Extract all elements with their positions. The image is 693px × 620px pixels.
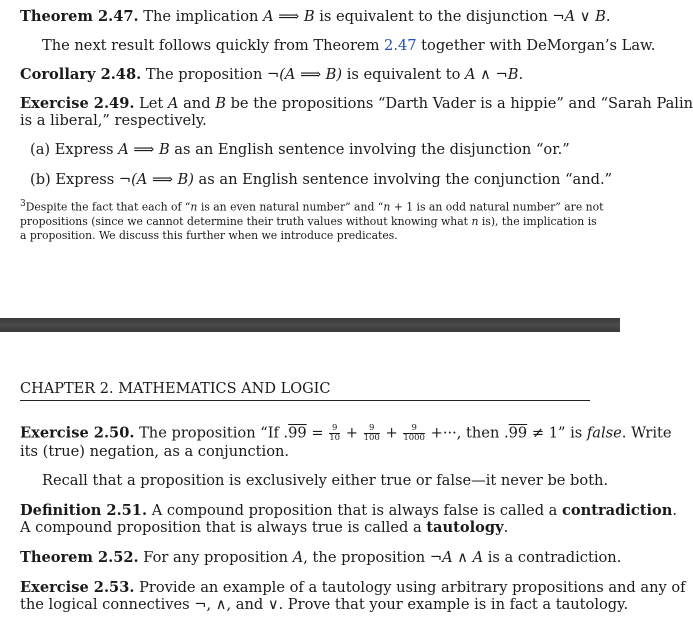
exercise-2-50: Exercise 2.50. The proposition “If .99 = $\frac{9}{10}$ + $\frac{9}{100}$ + $\frac{9}{1000}$ +···, then .99 ≠ 1” is false. Write its (true) negation, as a conjunction. xyxy=(20,423,672,460)
math-expression: ¬A ∧ A xyxy=(429,549,484,566)
recall-paragraph: Recall that a proposition is exclusively either true or false—it never be both. xyxy=(42,472,609,489)
definition-2-51: Definition 2.51. A compound proposition that is always false is called a contradiction. A compound proposition that is always true is called a tautology. xyxy=(20,502,678,536)
fraction: $\frac{9}{100}$ xyxy=(363,423,380,443)
corollary-label: Corollary 2.48. xyxy=(20,66,142,83)
footnote: $^3$Despite the fact that each of “n is an even natural number” and “n + 1 is an odd natural number” are not propositions (since we cannot determine their truth values without knowing what n is), the implication is a proposition. We discuss this further when we introduce predicates. xyxy=(20,199,604,242)
theorem-reference-link[interactable]: 2.47 xyxy=(384,37,417,54)
fraction: $\frac{9}{1000}$ xyxy=(403,423,425,443)
exercise-label: Exercise 2.50. xyxy=(20,424,135,442)
theorem-2-52: Theorem 2.52. For any proposition A, the proposition ¬A ∧ A is a contradiction. xyxy=(20,549,622,566)
corollary-2-48: Corollary 2.48. The proposition ¬(A ⟹ B) is equivalent to A ∧ ¬B. xyxy=(20,66,524,83)
repeating-decimal: 99 xyxy=(508,424,528,442)
exercise-2-49: Exercise 2.49. Let A and B be the propositions “Darth Vader is a hippie” and “Sarah Palin is a liberal,” respectively. xyxy=(20,95,693,129)
theorem-label: Theorem 2.47. xyxy=(20,8,139,25)
math-expression: ¬A ∨ B xyxy=(552,8,606,25)
theorem-label: Theorem 2.52. xyxy=(20,549,139,566)
list-marker: (a) xyxy=(30,141,51,158)
defined-term: tautology xyxy=(426,519,504,536)
list-item: (b) Express ¬(A ⟹ B) as an English sentence involving the conjunction “and.” xyxy=(30,171,613,188)
math-expression: A ⟹ B xyxy=(118,141,170,158)
exercise-2-53: Exercise 2.53. Provide an example of a tautology using arbitrary propositions and any of the logical connectives ¬, ∧, and ∨. Prove that your example is in fact a tautology. xyxy=(20,579,686,613)
remark-paragraph: The next result follows quickly from Theorem 2.47 together with DeMorgan’s Law. xyxy=(42,37,656,54)
math-expression: ¬(A ⟹ B) xyxy=(267,66,343,83)
fraction: $\frac{9}{10}$ xyxy=(329,423,341,443)
exercise-label: Exercise 2.53. xyxy=(20,579,135,596)
math-expression: A ⟹ B xyxy=(263,8,315,25)
defined-term: contradiction xyxy=(562,502,673,519)
theorem-2-47: Theorem 2.47. The implication A ⟹ B is equivalent to the disjunction ¬A ∨ B. xyxy=(20,8,611,25)
chapter-running-header: CHAPTER 2. MATHEMATICS AND LOGIC xyxy=(20,381,590,401)
list-marker: (b) xyxy=(30,171,51,188)
list-item: (a) Express A ⟹ B as an English sentence involving the disjunction “or.” xyxy=(30,141,570,158)
exercise-label: Exercise 2.49. xyxy=(20,95,135,112)
definition-label: Definition 2.51. xyxy=(20,502,148,519)
footnote-mark: 3 xyxy=(20,199,26,209)
math-expression: ¬(A ⟹ B) xyxy=(118,171,194,188)
math-expression: A ∧ ¬B xyxy=(465,66,519,83)
repeating-decimal: 99 xyxy=(288,424,307,442)
